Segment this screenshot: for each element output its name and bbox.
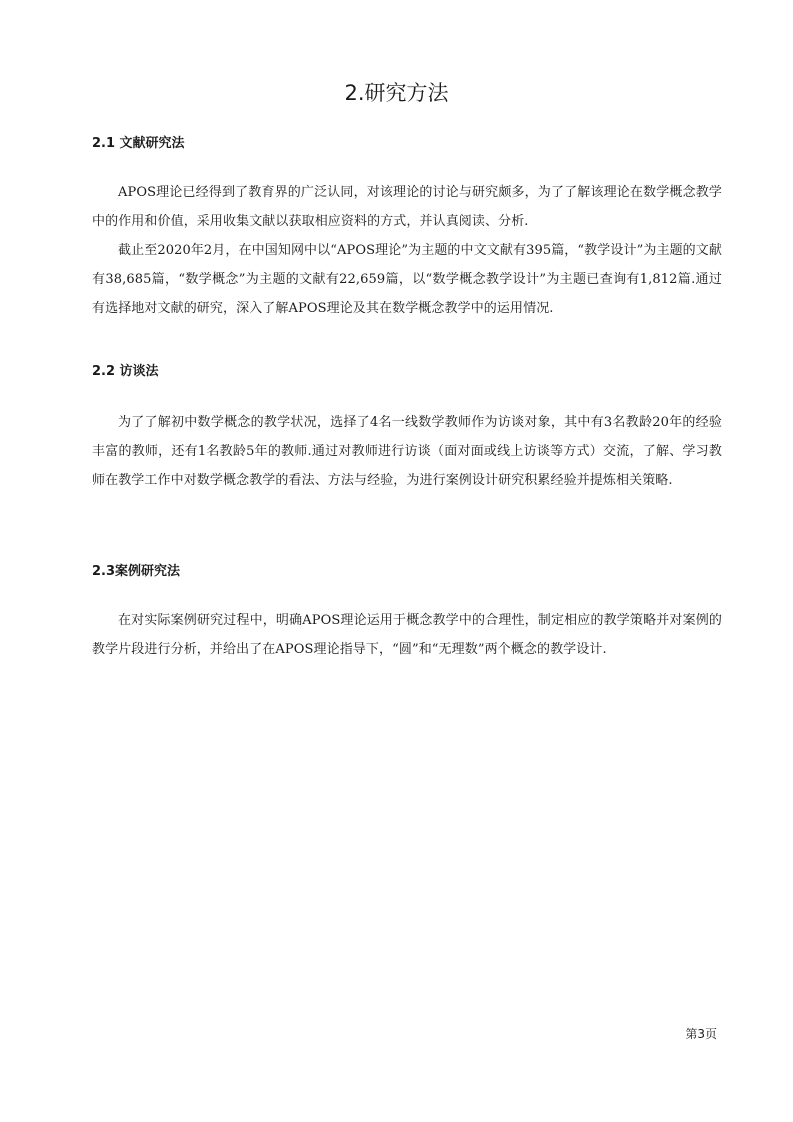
- section-body-literature: [92, 178, 722, 323]
- section-heading-case-study: 2.3案例研究法: [92, 564, 181, 579]
- section-body-interview: [92, 408, 722, 495]
- paragraph: APOS理论已经得到了教育界的广泛认同，对该理论的讨论与研究颇多，为了了解该理论在数学概念教学中的作用和价值，采用收集文献以获取相应资料的方式，并认真阅读、分析.: [92, 185, 722, 229]
- paragraph: 在对实际案例研究过程中，明确APOS理论运用于概念教学中的合理性，制定相应的教学策略并对案例的教学片段进行分析，并给出了在APOS理论指导下，“圆”和“无理数”两个概念的教学设计.: [92, 613, 722, 657]
- section-heading-literature: 2.1 文献研究法: [92, 136, 185, 151]
- page-number: 第3页: [685, 1027, 717, 1041]
- paragraph: 截止至2020年2月，在中国知网中以“APOS理论”为主题的中文文献有395篇，“教学设计”为主题的文献有38,685篇，“数学概念”为主题的文献有22,659篇，以“数学概念教学设计”为主题已查询有1,812篇.通过有选择地对文献的研究，深入了解APOS理论及其在数学概念教学中的运用情况.: [92, 243, 722, 316]
- paragraph: 为了了解初中数学概念的教学状况，选择了4名一线数学教师作为访谈对象，其中有3名教龄20年的经验丰富的教师，还有1名教龄5年的教师.通过对教师进行访谈（面对面或线上访谈等方式）交流，了解、学习教师在教学工作中对数学概念教学的看法、方法与经验，为进行案例设计研究积累经验并提炼相关策略.: [92, 415, 722, 488]
- section-heading-interview: 2.2 访谈法: [92, 364, 159, 379]
- section-body-case-study: [92, 606, 722, 664]
- page-title: 2.研究方法: [344, 81, 449, 105]
